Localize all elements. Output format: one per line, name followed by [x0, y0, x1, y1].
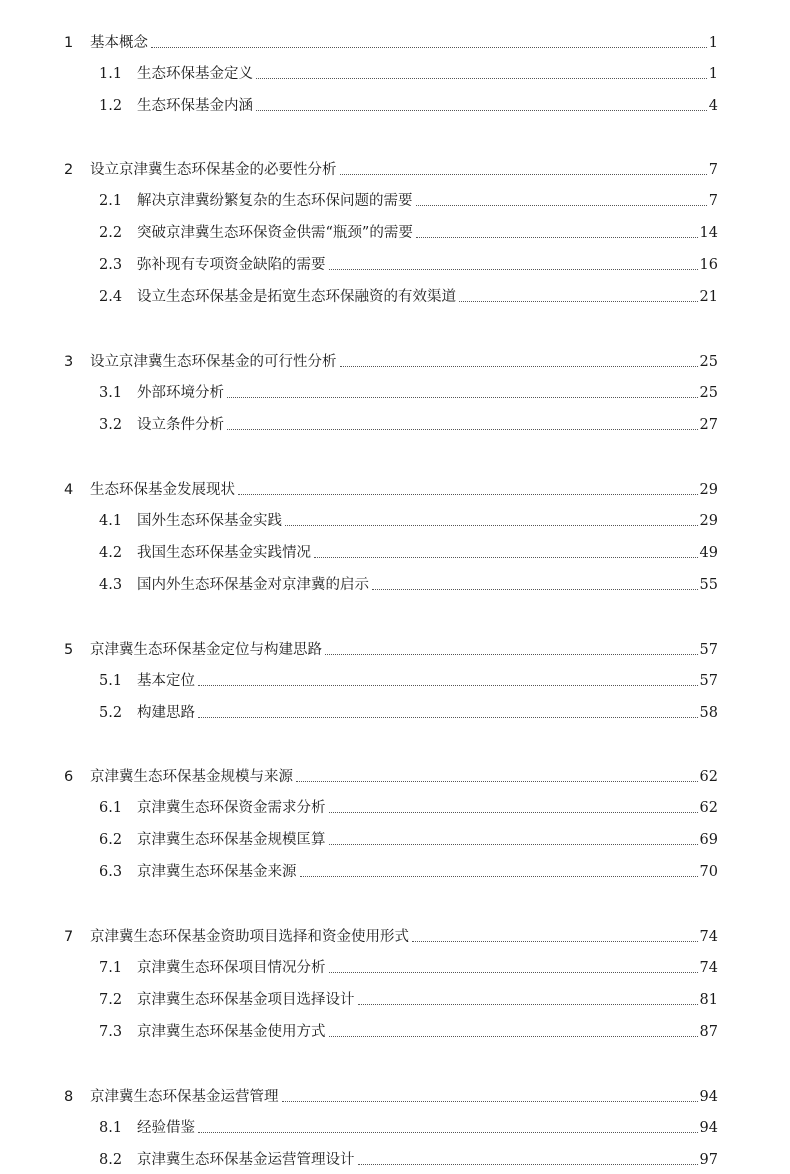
- toc-entry-page-number: 81: [699, 992, 718, 1008]
- toc-entry-number: 6.1: [99, 800, 123, 816]
- toc-section-entry[interactable]: [99, 795, 718, 817]
- toc-entry-page-number: 58: [699, 705, 718, 721]
- toc-section-entry[interactable]: [99, 827, 718, 849]
- dot-leader: [198, 1132, 698, 1133]
- toc-section-entry[interactable]: [99, 1115, 718, 1137]
- toc-entry-page-number: 49: [699, 545, 718, 561]
- toc-entry-title: 京津冀生态环保基金规模与来源: [90, 769, 293, 785]
- toc-entry-page-number: 57: [699, 673, 718, 689]
- dot-leader: [329, 269, 698, 270]
- dot-leader: [358, 1004, 698, 1005]
- dot-leader: [285, 525, 698, 526]
- toc-entry-page-number: 21: [699, 289, 718, 305]
- toc-entry-title: 生态环保基金定义: [137, 66, 253, 82]
- dot-leader: [358, 1164, 698, 1165]
- toc-entry-title: 基本概念: [90, 35, 148, 51]
- toc-entry-number: 4.3: [99, 577, 123, 593]
- dot-leader: [282, 1101, 698, 1102]
- toc-entry-title: 京津冀生态环保基金定位与构建思路: [90, 642, 322, 658]
- toc-entry-number: 5.1: [99, 673, 123, 689]
- toc-section-entry[interactable]: [99, 700, 718, 722]
- toc-section-entry[interactable]: [99, 93, 718, 115]
- toc-chapter-entry[interactable]: [64, 1084, 718, 1106]
- dot-leader: [198, 717, 698, 718]
- toc-entry-page-number: 97: [699, 1152, 718, 1168]
- toc-entry-page-number: 14: [699, 225, 718, 241]
- dot-leader: [329, 844, 698, 845]
- dot-leader: [296, 781, 698, 782]
- dot-leader: [227, 397, 698, 398]
- dot-leader: [256, 110, 707, 111]
- dot-leader: [238, 494, 698, 495]
- toc-entry-page-number: 94: [699, 1120, 718, 1136]
- toc-entry-title: 设立生态环保基金是拓宽生态环保融资的有效渠道: [137, 289, 456, 305]
- dot-leader: [325, 654, 698, 655]
- toc-entry-title: 京津冀生态环保资金需求分析: [137, 800, 326, 816]
- toc-entry-title: 经验借鉴: [137, 1120, 195, 1136]
- toc-entry-number: 6.3: [99, 864, 123, 880]
- toc-entry-title: 国外生态环保基金实践: [137, 513, 282, 529]
- toc-section-entry[interactable]: [99, 412, 718, 434]
- toc-entry-number: 3.1: [99, 385, 123, 401]
- dot-leader: [340, 174, 707, 175]
- toc-entry-title: 设立京津冀生态环保基金的必要性分析: [90, 162, 337, 178]
- toc-entry-number: 1.1: [99, 66, 123, 82]
- toc-entry-number: 5: [64, 642, 74, 658]
- toc-entry-title: 国内外生态环保基金对京津冀的启示: [137, 577, 369, 593]
- toc-entry-title: 京津冀生态环保基金运营管理设计: [137, 1152, 355, 1168]
- toc-entry-number: 7.1: [99, 960, 123, 976]
- toc-entry-number: 8: [64, 1089, 74, 1105]
- toc-section-entry[interactable]: [99, 859, 718, 881]
- toc-entry-page-number: 7: [708, 162, 718, 178]
- toc-entry-number: 5.2: [99, 705, 123, 721]
- toc-chapter-entry[interactable]: [64, 349, 718, 371]
- toc-entry-page-number: 74: [699, 929, 718, 945]
- toc-entry-number: 7.2: [99, 992, 123, 1008]
- toc-entry-title: 京津冀生态环保基金规模匡算: [137, 832, 326, 848]
- toc-entry-title: 京津冀生态环保基金项目选择设计: [137, 992, 355, 1008]
- dot-leader: [412, 941, 698, 942]
- toc-section-entry[interactable]: [99, 540, 718, 562]
- dot-leader: [256, 78, 707, 79]
- toc-entry-number: 4.2: [99, 545, 123, 561]
- dot-leader: [372, 589, 698, 590]
- dot-leader: [300, 876, 698, 877]
- toc-entry-title: 京津冀生态环保基金使用方式: [137, 1024, 326, 1040]
- toc-entry-number: 6: [64, 769, 74, 785]
- toc-entry-number: 2.1: [99, 193, 123, 209]
- toc-entry-number: 4: [64, 482, 74, 498]
- dot-leader: [459, 301, 698, 302]
- dot-leader: [329, 972, 698, 973]
- toc-entry-page-number: 27: [699, 417, 718, 433]
- toc-entry-page-number: 87: [699, 1024, 718, 1040]
- toc-entry-title: 解决京津冀纷繁复杂的生态环保问题的需要: [137, 193, 413, 209]
- toc-entry-page-number: 70: [699, 864, 718, 880]
- toc-entry-number: 6.2: [99, 832, 123, 848]
- toc-section-entry[interactable]: [99, 252, 718, 274]
- toc-entry-page-number: 94: [699, 1089, 718, 1105]
- toc-chapter-entry[interactable]: [64, 637, 718, 659]
- toc-entry-page-number: 62: [699, 769, 718, 785]
- toc-entry-page-number: 62: [699, 800, 718, 816]
- toc-entry-number: 2.4: [99, 289, 123, 305]
- toc-section-entry[interactable]: [99, 220, 718, 242]
- toc-entry-page-number: 29: [699, 513, 718, 529]
- toc-chapter-entry[interactable]: [64, 157, 718, 179]
- toc-entry-title: 弥补现有专项资金缺陷的需要: [137, 257, 326, 273]
- toc-entry-page-number: 25: [699, 354, 718, 370]
- toc-entry-title: 我国生态环保基金实践情况: [137, 545, 311, 561]
- toc-entry-page-number: 74: [699, 960, 718, 976]
- toc-entry-title: 设立京津冀生态环保基金的可行性分析: [90, 354, 337, 370]
- toc-entry-title: 京津冀生态环保基金资助项目选择和资金使用形式: [90, 929, 409, 945]
- toc-entry-number: 2.3: [99, 257, 123, 273]
- toc-entry-page-number: 16: [699, 257, 718, 273]
- dot-leader: [416, 237, 698, 238]
- toc-entry-number: 3.2: [99, 417, 123, 433]
- toc-section-entry[interactable]: [99, 380, 718, 402]
- toc-section-entry[interactable]: [99, 572, 718, 594]
- toc-entry-title: 外部环境分析: [137, 385, 224, 401]
- dot-leader: [227, 429, 698, 430]
- toc-entry-title: 突破京津冀生态环保资金供需“瓶颈”的需要: [137, 225, 413, 241]
- toc-section-entry[interactable]: [99, 1019, 718, 1041]
- toc-entry-title: 京津冀生态环保基金来源: [137, 864, 297, 880]
- toc-entry-title: 京津冀生态环保基金运营管理: [90, 1089, 279, 1105]
- toc-entry-title: 生态环保基金发展现状: [90, 482, 235, 498]
- toc-entry-page-number: 1: [708, 35, 718, 51]
- toc-entry-title: 京津冀生态环保项目情况分析: [137, 960, 326, 976]
- dot-leader: [329, 1036, 698, 1037]
- toc-section-entry[interactable]: [99, 1147, 718, 1169]
- dot-leader: [340, 366, 698, 367]
- toc-entry-number: 1: [64, 35, 74, 51]
- toc-entry-page-number: 4: [708, 98, 718, 114]
- toc-entry-page-number: 1: [708, 66, 718, 82]
- toc-section-entry[interactable]: [99, 668, 718, 690]
- toc-chapter-entry[interactable]: [64, 30, 718, 52]
- toc-entry-page-number: 29: [699, 482, 718, 498]
- toc-section-entry[interactable]: [99, 987, 718, 1009]
- toc-entry-title: 构建思路: [137, 705, 195, 721]
- toc-chapter-entry[interactable]: [64, 764, 718, 786]
- toc-section-entry[interactable]: [99, 284, 718, 306]
- toc-section-entry[interactable]: [99, 188, 718, 210]
- toc-entry-page-number: 25: [699, 385, 718, 401]
- toc-entry-page-number: 7: [708, 193, 718, 209]
- toc-section-entry[interactable]: [99, 955, 718, 977]
- toc-entry-title: 设立条件分析: [137, 417, 224, 433]
- toc-entry-number: 8.2: [99, 1152, 123, 1168]
- toc-entry-number: 7: [64, 929, 74, 945]
- toc-section-entry[interactable]: [99, 61, 718, 83]
- dot-leader: [198, 685, 698, 686]
- toc-section-entry[interactable]: [99, 508, 718, 530]
- dot-leader: [314, 557, 698, 558]
- toc-chapter-entry[interactable]: [64, 924, 718, 946]
- toc-chapter-entry[interactable]: [64, 477, 718, 499]
- toc-entry-page-number: 55: [699, 577, 718, 593]
- toc-entry-number: 1.2: [99, 98, 123, 114]
- toc-entry-number: 8.1: [99, 1120, 123, 1136]
- toc-entry-number: 4.1: [99, 513, 123, 529]
- toc-entry-number: 7.3: [99, 1024, 123, 1040]
- toc-entry-page-number: 69: [699, 832, 718, 848]
- dot-leader: [151, 47, 707, 48]
- toc-entry-number: 2.2: [99, 225, 123, 241]
- toc-entry-title: 生态环保基金内涵: [137, 98, 253, 114]
- toc-entry-page-number: 57: [699, 642, 718, 658]
- toc-entry-number: 3: [64, 354, 74, 370]
- dot-leader: [329, 812, 698, 813]
- toc-entry-title: 基本定位: [137, 673, 195, 689]
- dot-leader: [416, 205, 707, 206]
- toc-entry-number: 2: [64, 162, 74, 178]
